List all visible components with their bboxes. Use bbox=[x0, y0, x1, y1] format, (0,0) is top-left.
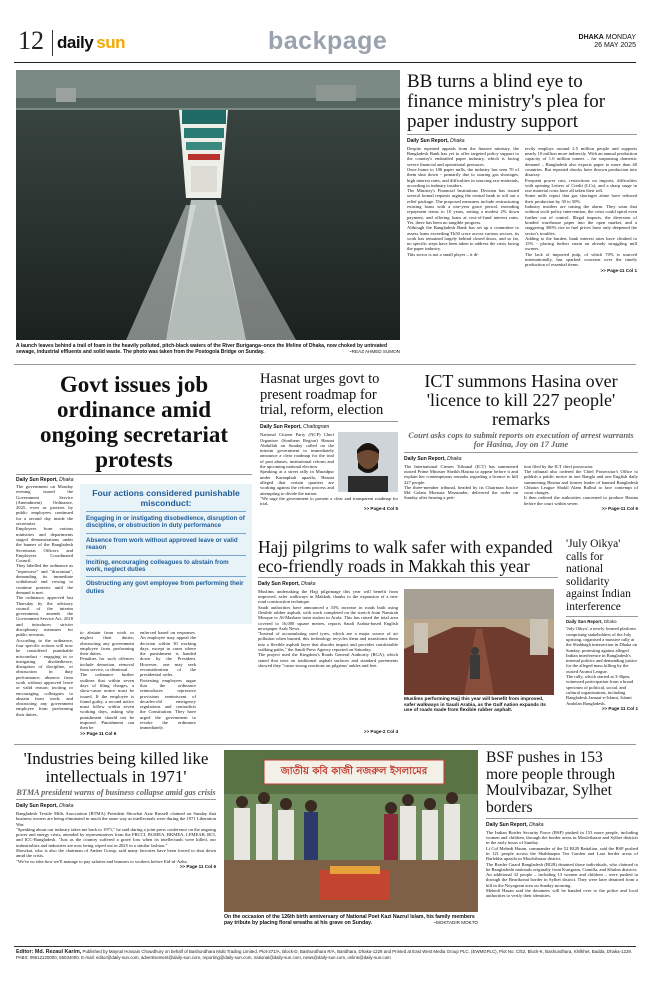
footer-text: Published by Maynal Hossain Chowdhury on behalf of Bashundhara Multi Trading Limited. Plot-371/A, Block-D, Bashundhara R/A, Baridhara, Dhaka-1229 and Printed at East West Media Group PLC. (EWMGPLC), Plot No: C/52, Block-K, Bashundhara, Khilkhet, Badda, Dhaka-1229. PABX: 09612120000, 55034000. E-mail: editor@daily-sun.com, advertisement@daily-sun.com, reporting@daily-sun.com, national@daily-sun.com, news@daily-sun.com, online@daily-sun.com bbox=[16, 949, 633, 961]
hajj-col-1-wrap bbox=[258, 589, 398, 734]
bb-col-2-wrap bbox=[525, 146, 637, 273]
industries-byline-location: Dhaka bbox=[59, 803, 74, 809]
masthead bbox=[0, 0, 650, 72]
nazrul-tribute-photo bbox=[224, 750, 478, 912]
hajj-headline: Hajj pilgrims to walk safer with expanded eco-friendly roads in Makkah this year bbox=[258, 537, 553, 576]
hajj-photo-wrap bbox=[404, 589, 554, 734]
bsf-body: The Indian Border Security Force (BSF) pushed in 153 more people, including women and children, through the border areas in Moulvibazar and Sylhet districts in the early hours of Sunday. Lt Col Mehedi Hasan, commander of the 52 BGB Battalion, said the BSF pushed in 121 people across the Shahbazpur Tea Garden and Lara border areas of Barlekha upazila in Moulvibazar district. The Border Guard Bangladesh (BGB) detained those individuals, who claimed to be Bangladeshi nationals originally from Kurigram, Cumilla, and Khulna districts. An additional 32 people – including 13 women and children – were pushed in through the Bearikonai border in Sylhet district. They were later detained from a hill in the Noyagram area on Sunday morning. Mehedi Hasan said the detainees will be handed over to the police and local authorities to verify their identities. bbox=[486, 829, 638, 899]
industries-jump-link[interactable]: >> Page 11 Col 6 bbox=[179, 863, 216, 869]
hasnat-byline bbox=[260, 424, 398, 430]
govt-col-3-wrap bbox=[140, 630, 196, 730]
section-rule-1 bbox=[14, 364, 636, 365]
misconduct-sidebar bbox=[80, 484, 252, 624]
bb-headline: BB turns a blind eye to finance ministry's plea for paper industry support bbox=[407, 71, 606, 132]
hajj-jump-link[interactable]: >> Page-2 Col 4 bbox=[363, 728, 398, 734]
bb-byline bbox=[407, 138, 637, 144]
nazrul-caption-credit: ~MOKTADIR MOKTO bbox=[433, 920, 478, 926]
sidebar-item-text: Engaging in or instigating disobedience, disruption of discipline, or obstruction in duty performance bbox=[86, 515, 245, 530]
ict-rule bbox=[404, 452, 638, 453]
industries-story bbox=[16, 750, 216, 869]
logo-sun: sun bbox=[96, 33, 125, 52]
nazrul-banner-text: জাতীয় কবি কাজী নজরুল ইসলামের bbox=[280, 766, 428, 777]
hasnat-rule bbox=[260, 421, 398, 422]
footer-imprint bbox=[16, 949, 636, 961]
hajj-rule bbox=[258, 577, 558, 578]
govt-jump-link[interactable]: >> Page 11 Col 6 bbox=[80, 731, 117, 736]
hajj-story bbox=[258, 538, 558, 734]
govt-byline bbox=[16, 477, 74, 483]
sidebar-item bbox=[86, 576, 246, 598]
govt-col-2: to abstain from work or neglect their duties; obstructing any government employee from performing their duties. Penalties for such offences include demotion, removal from service, or dismissal. The ordinance further outlines that within seven days of filing charges, a show-cause notice must be issued. If the employee is found guilty, a second notice must follow within seven working days, asking why punishment should not be imposed. Punishment can then be bbox=[80, 630, 134, 731]
hasnat-byline-text: Daily Sun Report, bbox=[260, 424, 302, 431]
bsf-rule bbox=[486, 818, 638, 819]
ict-jump-link[interactable]: >> Page-11 Col 6 bbox=[601, 505, 638, 511]
paper-logo bbox=[57, 33, 125, 53]
sidebar-item bbox=[86, 511, 246, 533]
industries-headline: 'Industries being killed like intellectuals in 1971' bbox=[23, 749, 209, 786]
hasnat-headline: Hasnat urges govt to present roadmap for trial, reform, election bbox=[260, 371, 384, 418]
ict-byline bbox=[404, 456, 638, 462]
ict-story bbox=[404, 372, 638, 511]
july-byline bbox=[566, 619, 638, 624]
bb-columns bbox=[407, 146, 637, 273]
section-title: backpage bbox=[268, 27, 388, 55]
bsf-byline-location: Dhaka bbox=[529, 821, 544, 828]
govt-headline: Govt issues job ordinance amid ongoing secretariat protests bbox=[39, 372, 228, 472]
industries-body: Bangladesh Textile Mills Association (BTMA) President Showkat Aziz Russell claimed on Sunday that business owners are being eliminated in much the same way as intellectuals were during the 1971 Liberation War. "Speaking about our industry takes me back to 1971," he said during a joint press conference on the ongoing power and energy crisis, attended by representatives from the FBCCI, BGMEA, BKMEA, LFMEAB, BCI, and ICC-Bangladesh. "Just as the country suffered a grave loss when its intellectuals were killed, our industrialists and industries are now being wiped out in 2025 in a similar fashion." Showkat, who is also the chairman of Amber Group, said many factories have been forced to shut down amid the crisis. "We've no idea how we'll manage to pay salaries and bonuses to workers before Eid-ul-Azha. bbox=[16, 811, 216, 864]
ict-headline: ICT summons Hasina over 'licence to kill 227 people' remarks bbox=[424, 371, 618, 429]
bb-col-2: rectly employs around 2.5 million people and supports nearly 10 million more indirectly. With an annual production capacity of 1.6 million tonnes – far surpassing domestic demand – Bangladesh also exports paper to more than 40 countries. But repeated shocks have thrown production into disarray. Frequent power cuts, restrictions on imports, difficulties with opening Letters of Credit (LCs), and a sharp surge in raw material costs have all taken their toll. Some mills report that gas shortages alone have reduced their production by 30 to 50%. Industry insiders are raising the alarm. They warn that without swift policy intervention, the crisis could spiral even further out of control. Illegal imports, the diversion of bonded warehouse paper into the open market, and a staggering 300% rise in fuel prices have only deepened the sector's troubles. Adding to the burden, bank interest rates have climbed to 15% - placing further strain on already struggling mill owners. The lack of imported pulp, of which 70% is sourced internationally, has sparked concerns over the timely production of essential items. bbox=[525, 145, 637, 268]
ict-col-1: The International Crimes Tribunal (ICT) has summoned ousted Prime Minister Sheikh Hasina to appear before it and explain her contemptuous remarks regarding a licence to kill 227 people. The three-member tribunal, headed by its Chairman Justice Md Golam Mortuza Mozumder, delivered the order on Sunday after hearing a peti- bbox=[404, 463, 518, 501]
july-byline-text: Daily Sun Report, bbox=[566, 619, 603, 625]
bsf-headline: BSF pushes in 153 more people through Moulvibazar, Sylhet borders bbox=[486, 749, 616, 816]
govt-col-3: enforced based on responses. An employee may appeal the decision within 30 working days, except in cases where the punishment is handed down by the President. However, one may seek reconsideration of the presidential order. Protesting employees argue that the ordinance reintroduces repressive provisions reminiscent of decades-old emergency regulations and contradicts the Constitution. They have urged the government to revoke the ordinance immediately. bbox=[140, 630, 196, 730]
hasnat-body: National Citizen Party (NCP) Chief Organiser (Southern Region) Hasnat Abdullah on Sunday called on the interim government to immediately announce a clear roadmap for the trial of past abuses, institutional reform and the upcoming national election. Speaking at a street rally in Muradpur under Karnaphuli upazila, Hasnat alleged that certain quarters are working against the reform process and attempting to divide the nation. "We urge the government to present a clear and transparent roadmap for trial, bbox=[260, 432, 398, 507]
july-jump-link[interactable]: >> Page 11 Col 1 bbox=[601, 705, 638, 711]
ict-deck: Court asks cops to submit reports on execution of arrest warrants for Hasina, Joy on 17 June bbox=[408, 431, 634, 450]
bb-rule bbox=[407, 134, 637, 135]
river-caption-text: A launch leaves behind a trail of foam in the heavily polluted, pitch-black waters of the River Buriganga–once the lifeline of Dhaka, now choked by untreated sewage, industrial effluents and solid waste. The photo was taken from the Postogola Bridge on Sunday. bbox=[16, 343, 388, 355]
bsf-byline bbox=[486, 822, 638, 828]
hajj-byline-location: Dhaka bbox=[301, 580, 316, 587]
river-launch-photo bbox=[16, 70, 400, 340]
industries-deck: BTMA president warns of business collapse amid gas crisis bbox=[16, 788, 216, 797]
sidebar-title: Four actions considered punishable misconduct: bbox=[92, 488, 240, 508]
nazrul-photo-caption bbox=[224, 914, 478, 926]
ict-byline-text: Daily Sun Report, bbox=[404, 455, 446, 462]
sidebar-item-text: Absence from work without approved leave or valid reason bbox=[86, 536, 238, 552]
logo-daily: daily bbox=[57, 33, 94, 52]
bsf-story bbox=[486, 750, 638, 899]
bb-byline-location: Dhaka bbox=[450, 137, 465, 144]
govt-byline-text: Daily Sun Report, bbox=[16, 477, 58, 483]
page-number-divider bbox=[52, 30, 53, 56]
hasnat-body-wrap bbox=[260, 432, 398, 512]
ict-col-2: tion filed by the ICT chief prosecutor. The tribunal also ordered the Chief Prosecutor's Office to publish a public notice in one Bangla and one English daily summoning Hasina and former leader of banned Bangladesh Chhatra League Shakil Alam Bulbul to face contempt of court charges. It then ordered the authorities concerned to produce Hasina before the court within seven bbox=[524, 463, 638, 506]
govt-byline-location: Dhaka bbox=[59, 477, 74, 483]
july-story bbox=[566, 538, 638, 711]
july-body: 'July Oikya', a newly formed platform comprising stakeholders of the July uprising, organised a massive rally at the Shahbagh intersection in Dhaka on Sunday, protesting against alleged Indian interference in Bangladesh's internal politics and demanding justice for the alleged mass killing by the ousted Awami League. The rally, which started at 3:30pm, witnessed participation from a broad spectrum of political, social, and cultural organisations, including Bangladesh Jamaat-e-Islami, Islami Andolan Bangladesh, bbox=[566, 626, 638, 706]
date-value: 26 MAY 2025 bbox=[594, 42, 636, 49]
govt-rule bbox=[16, 474, 252, 475]
industries-rule bbox=[16, 799, 216, 800]
hajj-byline bbox=[258, 581, 558, 587]
dateline bbox=[579, 34, 636, 50]
bb-story bbox=[407, 72, 637, 273]
hasnat-portrait-image bbox=[338, 432, 398, 492]
july-rule bbox=[566, 616, 638, 617]
hasnat-portrait bbox=[338, 432, 398, 492]
sidebar-item bbox=[86, 533, 246, 555]
hajj-photo-caption: Muslims performing Hajj this year will benefit from improved, safer walkways in Saudi Arabia, as the Gulf nation expands its use of roads made from flexible rubber asphalt. bbox=[404, 696, 546, 714]
industries-byline-text: Daily Sun Report, bbox=[16, 803, 58, 809]
july-byline-location: Dhaka bbox=[603, 619, 617, 625]
hajj-road-photo bbox=[404, 589, 554, 695]
hasnat-story bbox=[260, 372, 398, 511]
hajj-columns bbox=[258, 589, 558, 734]
sidebar-item-text: Obstructing any govt employee from performing their duties bbox=[86, 580, 244, 595]
bb-byline-text: Daily Sun Report, bbox=[407, 137, 449, 144]
industries-byline bbox=[16, 803, 216, 809]
section-rule-2 bbox=[14, 744, 636, 745]
footer-rule bbox=[14, 946, 636, 947]
date-city: DHAKA bbox=[578, 34, 604, 41]
page-number: 12 bbox=[18, 26, 44, 55]
sidebar-item bbox=[86, 555, 246, 577]
hajj-road-image bbox=[404, 589, 554, 695]
footer-editor: Editor: Md. Rezaul Karim, bbox=[16, 949, 82, 955]
river-photo-caption bbox=[16, 343, 400, 355]
river-caption-credit: ~REAZ AHMED SUMON bbox=[349, 349, 400, 354]
river-launch-image bbox=[16, 70, 400, 340]
hajj-col-1: Muslims undertaking the Hajj pilgrimage this year will benefit from improved, safer walkways in Makkah, thanks to the expansion of a new road construction technique. Saudi authorities have announced a 33% increase in roads built using flexible rubber asphalt, with work completed on the stretch from Namirah Mosque to Al-Mashaer train station in Arafa. This has raised the total area covered to 16,000 square metres, reports Saudi Arabia-based English newspaper Arab News. "Instead of accumulating used tyres, which are a major source of air pollution when burned, this technology recycles them and transforms them into a flexible asphalt layer that absorbs impact and provides comfortable walking paths," the Saudi Press Agency reported on Saturday. The project used the Kingdom's Roads General Authority (RGA), which stated that tests on traditional asphalt surfaces and standard pavements showed they "cause strong reactions on pilgrims' ankles and feet. bbox=[258, 588, 398, 668]
ict-columns bbox=[404, 464, 638, 511]
hasnat-jump-link[interactable]: >> Page-4 Col 5 bbox=[363, 506, 398, 512]
date-weekday: MONDAY bbox=[605, 34, 636, 41]
bsf-byline-text: Daily Sun Report, bbox=[486, 821, 528, 828]
govt-col-1: The government on Monday evening issued the Government Service (Amendment) Ordinance, 2025, even as protests by public employees continued for a second day inside the secretariat. Employees from various ministries and departments staged demonstrations under the banner of the Bangladesh Secretariat Officers and Employees Coordinated Council. They labelled the ordinance as "repressive" and "draconian", demanding its immediate withdrawal and vowing to continue protests until the demand is met. The ordinance, approved last Thursday by the advisory council of the interim government, amends the Government Service Act, 2018 and introduces stricter disciplinary measures for public servants. According to the ordinance, four specific actions will now be considered punishable misconduct - engaging in or instigating disobedience, disruption of discipline, or obstruction in duty performance; absence from work without approved leave or valid reason; inciting or encouraging colleagues to abstain from work; and obstructing any government employee from performing their duties. bbox=[16, 484, 73, 717]
ict-byline-location: Dhaka bbox=[447, 455, 462, 462]
ict-col-2-wrap bbox=[524, 464, 638, 511]
bb-jump-link[interactable]: >> Page-11 Col 1 bbox=[600, 267, 637, 273]
sidebar-item-text: Inciting, encouraging colleagues to abstain from work, neglect duties bbox=[86, 558, 229, 574]
hasnat-byline-location: Chattogram bbox=[303, 424, 330, 431]
masthead-rule bbox=[14, 62, 636, 63]
bb-col-1: Despite repeated appeals from the finance ministry, the Bangladesh Bank has yet to offer targeted policy support to the country's embattled paper industry, which is facing severe financial and operational pressures. Once home to 106 paper mills, the industry has seen 70 of them shut down - primarily due to soaring gas shortages, high interest rates, and difficulties in sourcing raw materials, according to industry insiders. The Ministry's Financial Institutions Division has issued several formal requests urging the central bank to roll out a relief package. The proposed measures include restructuring existing loans with a one-year grace period, extending repayment terms to 10 years, setting a modest 2% down payment, and offering loans at cost-of-fund interest rates. Yet, there has been no tangible progress. Although the Bangladesh Bank has set up a committee to assess loans exceeding Tk50 crore across various sectors, its work has remained largely behind closed doors, and so far, no specific steps have been taken to address the crisis facing the paper industry. This sector is not a small player – it di- bbox=[407, 145, 519, 257]
nazrul-caption-text: On the occasion of the 126th birth anniversary of National Poet Kazi Nazrul Islam, his family members pay tribute by placing floral wreaths at his grave on Sunday. bbox=[224, 914, 475, 927]
hajj-byline-text: Daily Sun Report, bbox=[258, 580, 300, 587]
july-headline: 'July Oikya' calls for national solidarity against Indian interference bbox=[566, 538, 631, 613]
